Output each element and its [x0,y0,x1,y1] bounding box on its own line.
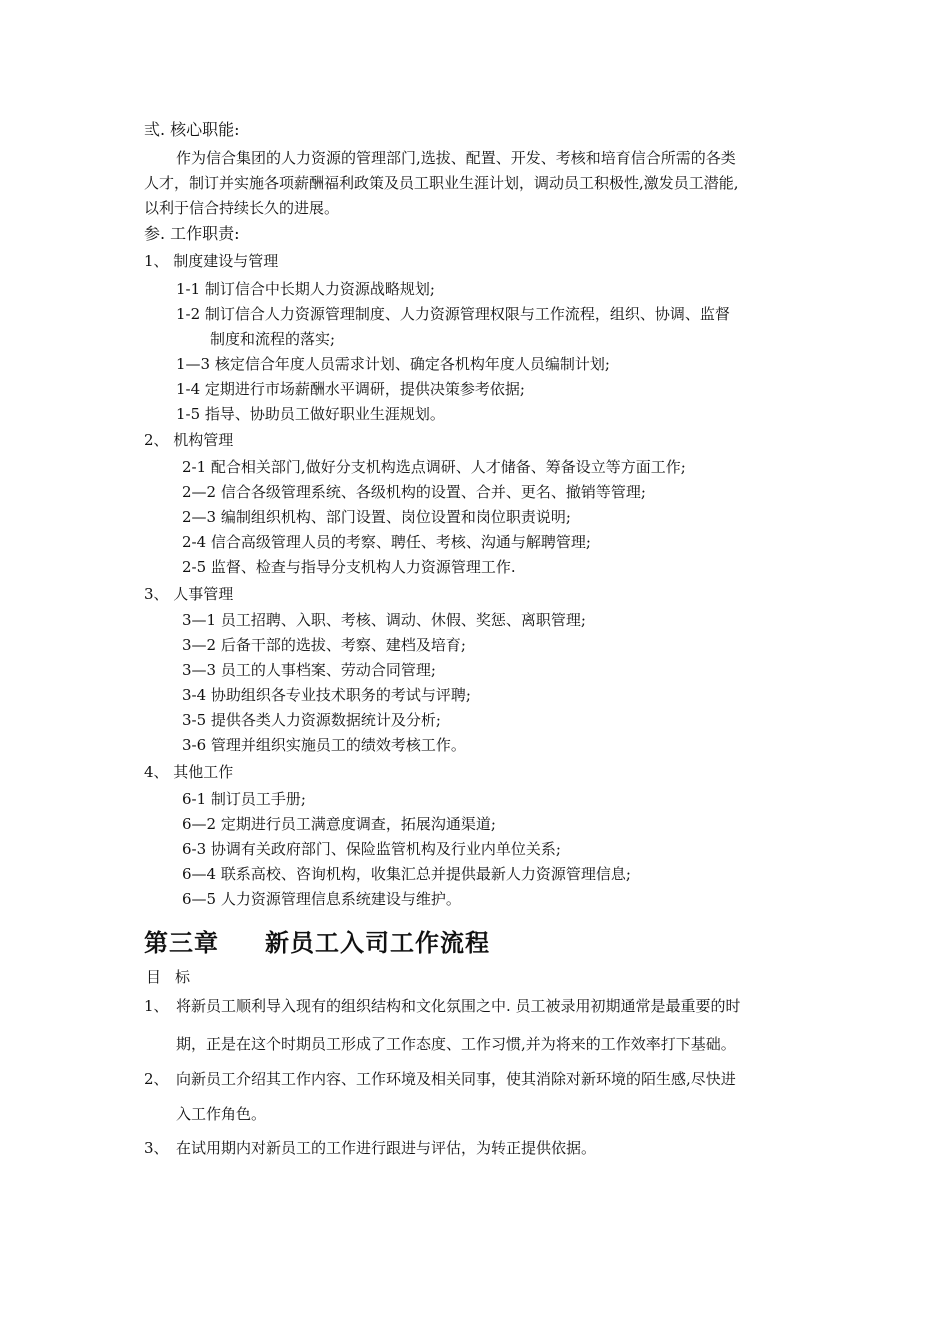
duty-item: 1-4 定期进行市场薪酬水平调研，提供决策参考依据; [176,380,525,398]
duty-item: 6—5 人力资源管理信息系统建设与维护。 [182,890,461,908]
chapter-heading [144,928,490,958]
duty-item: 2—2 信合各级管理系统、各级机构的设置、合并、更名、撤销等管理; [182,483,646,501]
goal-line: 入工作角色。 [176,1105,267,1123]
duty-item: 6—2 定期进行员工满意度调查，拓展沟通渠道; [182,815,496,833]
duty-item: 3-4 协助组织各专业技术职务的考试与评聘; [182,686,471,704]
duty-item: 2-5 监督、检查与指导分支机构人力资源管理工作. [182,558,516,576]
duty-item: 3-5 提供各类人力资源数据统计及分析; [182,711,441,729]
duty-group-title: 2、 机构管理 [144,431,234,449]
section-heading-core-functions: 弎. 核心职能: [144,120,240,139]
duty-item: 1—3 核定信合年度人员需求计划、确定各机构年度人员编制计划; [176,355,610,373]
duty-item: 6—4 联系高校、咨询机构，收集汇总并提供最新人力资源管理信息; [182,865,631,883]
goal-number: 3、 [144,1139,169,1157]
chapter-title: 新员工入司工作流程 [265,929,490,957]
duty-item: 6-3 协调有关政府部门、保险监管机构及行业内单位关系; [182,840,561,858]
duty-item-continuation: 制度和流程的落实; [210,330,336,348]
duty-item: 3—3 员工的人事档案、劳动合同管理; [182,661,436,679]
duty-item: 1-5 指导、协助员工做好职业生涯规划。 [176,405,445,423]
duty-group-title: 3、 人事管理 [144,585,234,603]
duty-item: 3—2 后备干部的选拔、考察、建档及培育; [182,636,466,654]
paragraph-line: 以利于信合持续长久的进展。 [144,199,340,217]
goal-line: 期，正是在这个时期员工形成了工作态度、工作习惯,并为将来的工作效率打下基础。 [176,1035,736,1053]
duty-item: 2-4 信合高级管理人员的考察、聘任、考核、沟通与解聘管理; [182,533,591,551]
duty-item: 2—3 编制组织机构、部门设置、岗位设置和岗位职责说明; [182,508,571,526]
duty-group-title: 4、 其他工作 [144,763,234,781]
section-heading-duties: 参. 工作职责: [144,224,240,243]
goal-line: 在试用期内对新员工的工作进行跟进与评估，为转正提供依据。 [176,1139,597,1157]
paragraph-line: 作为信合集团的人力资源的管理部门,选拔、配置、开发、考核和培育信合所需的各类 [176,149,736,167]
goal-number: 2、 [144,1070,169,1088]
duty-item: 6-1 制订员工手册; [182,790,306,808]
duty-item: 3-6 管理并组织实施员工的绩效考核工作。 [182,736,466,754]
goal-line: 将新员工顺利导入现有的组织结构和文化氛围之中. 员工被录用初期通常是最重要的时 [176,997,741,1015]
paragraph-line: 人才，制订并实施各项薪酬福利政策及员工职业生涯计划，调动员工积极性,激发员工潜能, [144,174,739,192]
goal-label: 目标 [146,968,205,986]
goal-number: 1、 [144,997,169,1015]
duty-item: 3—1 员工招聘、入职、考核、调动、休假、奖惩、离职管理; [182,611,586,629]
goal-line: 向新员工介绍其工作内容、工作环境及相关同事，使其消除对新环境的陌生感,尽快进 [176,1070,736,1088]
chapter-number: 第三章 [144,929,219,957]
duty-item: 1-2 制订信合人力资源管理制度、人力资源管理权限与工作流程，组织、协调、监督 [176,305,730,323]
duty-item: 2-1 配合相关部门,做好分支机构选点调研、人才储备、筹备设立等方面工作; [182,458,686,476]
duty-group-title: 1、 制度建设与管理 [144,252,279,270]
duty-item: 1-1 制订信合中长期人力资源战略规划; [176,280,435,298]
